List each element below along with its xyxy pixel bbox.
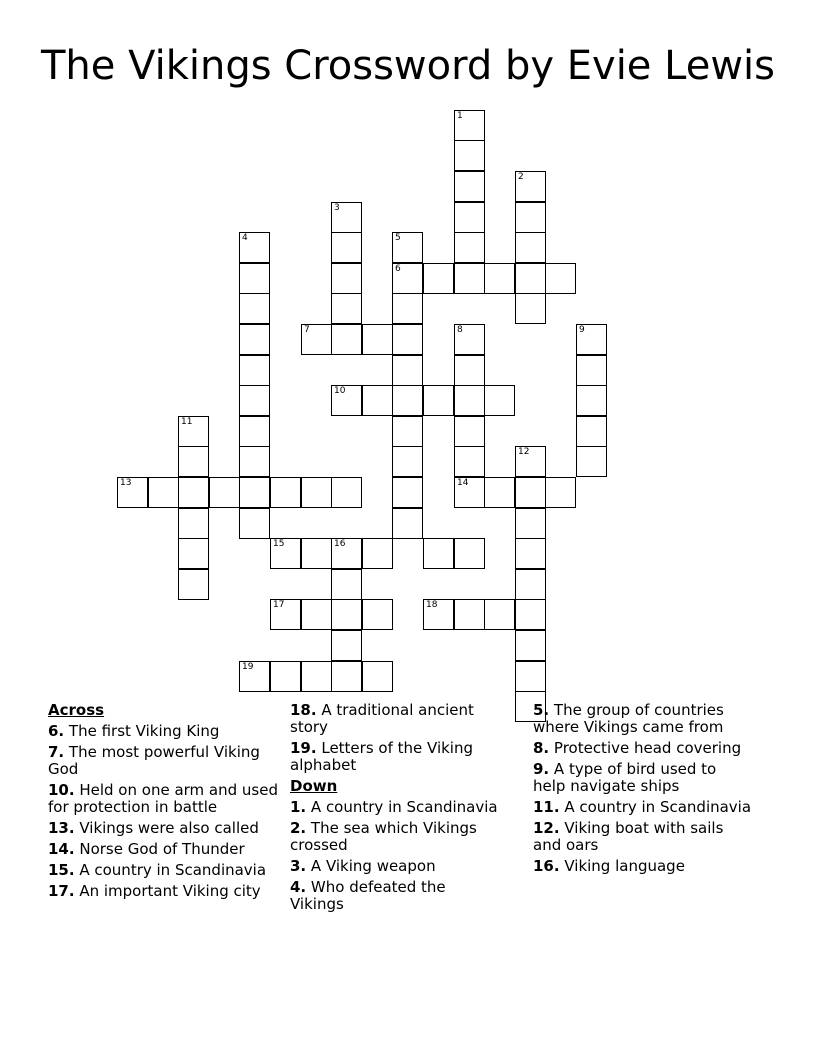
crossword-cell[interactable] (239, 385, 270, 416)
crossword-cell[interactable] (239, 508, 270, 539)
clue-number: 13 (120, 478, 132, 488)
clue-text: Viking language (559, 857, 685, 875)
crossword-cell[interactable] (331, 293, 362, 324)
clue-number: 17 (273, 600, 285, 610)
crossword-cell[interactable] (423, 385, 454, 416)
clue-text: The most powerful Viking God (48, 743, 260, 778)
crossword-cell[interactable] (423, 599, 454, 630)
clue-number: 6 (395, 264, 401, 274)
clue-number: 12 (518, 447, 530, 457)
clue-number: 8 (457, 325, 463, 335)
crossword-cell[interactable] (270, 477, 301, 508)
crossword-cell[interactable] (301, 477, 332, 508)
crossword-cell[interactable] (423, 263, 454, 294)
crossword-cell[interactable] (576, 385, 607, 416)
crossword-cell[interactable] (454, 599, 485, 630)
crossword-cell[interactable] (515, 508, 546, 539)
crossword-cell[interactable] (392, 324, 423, 355)
crossword-cell[interactable] (301, 324, 332, 355)
crossword-cell[interactable] (362, 538, 393, 569)
crossword-cell[interactable] (362, 661, 393, 692)
across-heading: Across (48, 701, 105, 719)
crossword-cell[interactable] (239, 661, 270, 692)
crossword-cell[interactable] (301, 599, 332, 630)
crossword-cell[interactable] (484, 477, 515, 508)
clue-number-label: 2. (290, 819, 307, 837)
clue-item (533, 820, 753, 854)
crossword-cell[interactable] (178, 508, 209, 539)
crossword-cell[interactable] (454, 324, 485, 355)
clue-number-label: 7. (48, 743, 65, 761)
crossword-cell[interactable] (392, 355, 423, 386)
clue-text: A country in Scandinavia (74, 861, 267, 879)
clue-number: 3 (334, 203, 340, 213)
crossword-cell[interactable] (362, 324, 393, 355)
clue-item (533, 799, 753, 816)
crossword-cell[interactable] (515, 263, 546, 294)
clue-number: 10 (334, 386, 346, 396)
crossword-cell[interactable] (178, 477, 209, 508)
clue-number-label: 14. (48, 840, 75, 858)
clue-number: 9 (579, 325, 585, 335)
clue-number-label: 6. (48, 722, 65, 740)
crossword-cell[interactable] (515, 599, 546, 630)
crossword-cell[interactable] (117, 477, 148, 508)
down-heading: Down (290, 777, 338, 795)
clue-text: Letters of the Viking alphabet (290, 739, 474, 774)
clue-number: 4 (242, 233, 248, 243)
clues-column-2 (290, 702, 500, 917)
crossword-cell[interactable] (423, 538, 454, 569)
crossword-cell[interactable] (454, 477, 485, 508)
clue-number: 7 (304, 325, 310, 335)
clue-item (533, 761, 753, 795)
page-title: The Vikings Crossword by Evie Lewis (41, 43, 775, 89)
crossword-cell[interactable] (239, 324, 270, 355)
clue-number: 15 (273, 539, 285, 549)
crossword-cell[interactable] (515, 569, 546, 600)
clue-item (48, 841, 280, 858)
crossword-cell[interactable] (484, 385, 515, 416)
clue-number-label: 11. (533, 798, 560, 816)
clue-number: 16 (334, 539, 346, 549)
clue-text: A type of bird used to help navigate ships (533, 760, 717, 795)
crossword-cell[interactable] (331, 661, 362, 692)
crossword-cell[interactable] (331, 202, 362, 233)
crossword-cell[interactable] (454, 202, 485, 233)
crossword-cell[interactable] (392, 416, 423, 447)
crossword-cell[interactable] (148, 477, 179, 508)
crossword-cell[interactable] (515, 171, 546, 202)
crossword-cell[interactable] (331, 263, 362, 294)
crossword-cell[interactable] (331, 232, 362, 263)
clue-number-label: 19. (290, 739, 317, 757)
clue-text: The sea which Vikings crossed (290, 819, 477, 854)
clue-text: Vikings were also called (74, 819, 259, 837)
clue-item (533, 740, 753, 757)
crossword-cell[interactable] (392, 477, 423, 508)
clue-number-label: 4. (290, 878, 307, 896)
clue-number-label: 3. (290, 857, 307, 875)
clue-text: A country in Scandinavia (559, 798, 752, 816)
crossword-cell[interactable] (576, 446, 607, 477)
crossword-cell[interactable] (270, 661, 301, 692)
clue-item (533, 702, 753, 736)
crossword-cell[interactable] (454, 110, 485, 141)
crossword-cell[interactable] (392, 508, 423, 539)
crossword-cell[interactable] (454, 385, 485, 416)
clue-item (48, 744, 280, 778)
clue-number: 14 (457, 478, 469, 488)
crossword-cell[interactable] (545, 263, 576, 294)
clues-column-1 (48, 702, 280, 904)
clue-text: Protective head covering (549, 739, 742, 757)
clue-text: The first Viking King (64, 722, 220, 740)
clue-number-label: 1. (290, 798, 307, 816)
clue-number: 1 (457, 111, 463, 121)
clue-text: Held on one arm and used for protection in battle (48, 781, 278, 816)
crossword-cell[interactable] (331, 569, 362, 600)
crossword-cell[interactable] (515, 446, 546, 477)
clue-text: A traditional ancient story (290, 701, 474, 736)
crossword-cell[interactable] (239, 416, 270, 447)
clue-text: A Viking weapon (306, 857, 436, 875)
crossword-cell[interactable] (362, 385, 393, 416)
clue-number-label: 18. (290, 701, 317, 719)
clue-number: 19 (242, 662, 254, 672)
clue-number-label: 10. (48, 781, 75, 799)
clue-number-label: 8. (533, 739, 550, 757)
crossword-cell[interactable] (178, 538, 209, 569)
crossword-cell[interactable] (392, 293, 423, 324)
clue-number: 5 (395, 233, 401, 243)
crossword-cell[interactable] (454, 171, 485, 202)
clue-number-label: 15. (48, 861, 75, 879)
crossword-cell[interactable] (392, 385, 423, 416)
crossword-cell[interactable] (545, 477, 576, 508)
clue-number: 11 (181, 417, 193, 427)
crossword-cell[interactable] (454, 355, 485, 386)
clue-item (290, 702, 500, 736)
crossword-cell[interactable] (301, 538, 332, 569)
crossword-cell[interactable] (362, 599, 393, 630)
crossword-cell[interactable] (515, 661, 546, 692)
clue-text: An important Viking city (74, 882, 261, 900)
clue-text: The group of countries where Vikings came from (533, 701, 724, 736)
clue-item (290, 799, 500, 816)
clue-text: Norse God of Thunder (74, 840, 245, 858)
clue-number: 2 (518, 172, 524, 182)
crossword-cell[interactable] (239, 263, 270, 294)
crossword-cell[interactable] (239, 446, 270, 477)
clue-item (48, 723, 280, 740)
crossword-cell[interactable] (301, 661, 332, 692)
clue-item (290, 879, 500, 913)
clue-item (48, 820, 280, 837)
crossword-cell[interactable] (178, 416, 209, 447)
crossword-cell[interactable] (515, 293, 546, 324)
crossword-cell[interactable] (178, 446, 209, 477)
crossword-cell[interactable] (239, 355, 270, 386)
crossword-cell[interactable] (576, 416, 607, 447)
crossword-cell[interactable] (331, 630, 362, 661)
clue-number-label: 5. (533, 701, 550, 719)
crossword-cell[interactable] (515, 538, 546, 569)
crossword-cell[interactable] (454, 140, 485, 171)
clue-number-label: 13. (48, 819, 75, 837)
clue-item (48, 883, 280, 900)
clue-item (290, 858, 500, 875)
crossword-cell[interactable] (392, 263, 423, 294)
clue-text: Who defeated the Vikings (290, 878, 446, 913)
crossword-cell[interactable] (484, 263, 515, 294)
clue-number: 18 (426, 600, 438, 610)
clue-item (290, 740, 500, 774)
crossword-cell[interactable] (515, 202, 546, 233)
crossword-cell[interactable] (331, 385, 362, 416)
crossword-cell[interactable] (515, 477, 546, 508)
crossword-cell[interactable] (454, 263, 485, 294)
crossword-cell[interactable] (576, 324, 607, 355)
crossword-cell[interactable] (392, 446, 423, 477)
crossword-cell[interactable] (209, 477, 240, 508)
crossword-cell[interactable] (239, 232, 270, 263)
clue-number-label: 12. (533, 819, 560, 837)
crossword-cell[interactable] (239, 477, 270, 508)
crossword-cell[interactable] (515, 232, 546, 263)
crossword-cell[interactable] (392, 232, 423, 263)
crossword-cell[interactable] (331, 599, 362, 630)
clue-text: Viking boat with sails and oars (533, 819, 724, 854)
crossword-cell[interactable] (331, 324, 362, 355)
clue-number-label: 17. (48, 882, 75, 900)
clue-number-label: 16. (533, 857, 560, 875)
crossword-cell[interactable] (454, 446, 485, 477)
crossword-cell[interactable] (454, 232, 485, 263)
crossword-cell[interactable] (484, 599, 515, 630)
crossword-cell[interactable] (515, 630, 546, 661)
crossword-cell[interactable] (270, 538, 301, 569)
clue-item (533, 858, 753, 875)
crossword-cell[interactable] (270, 599, 301, 630)
clue-number-label: 9. (533, 760, 550, 778)
crossword-cell[interactable] (454, 416, 485, 447)
clue-item (48, 862, 280, 879)
crossword-cell[interactable] (576, 355, 607, 386)
crossword-cell[interactable] (331, 477, 362, 508)
clue-item (48, 782, 280, 816)
crossword-cell[interactable] (178, 569, 209, 600)
crossword-cell[interactable] (331, 538, 362, 569)
clue-item (290, 820, 500, 854)
clue-text: A country in Scandinavia (306, 798, 498, 816)
clues-column-3 (533, 702, 753, 879)
crossword-cell[interactable] (454, 538, 485, 569)
crossword-cell[interactable] (239, 293, 270, 324)
